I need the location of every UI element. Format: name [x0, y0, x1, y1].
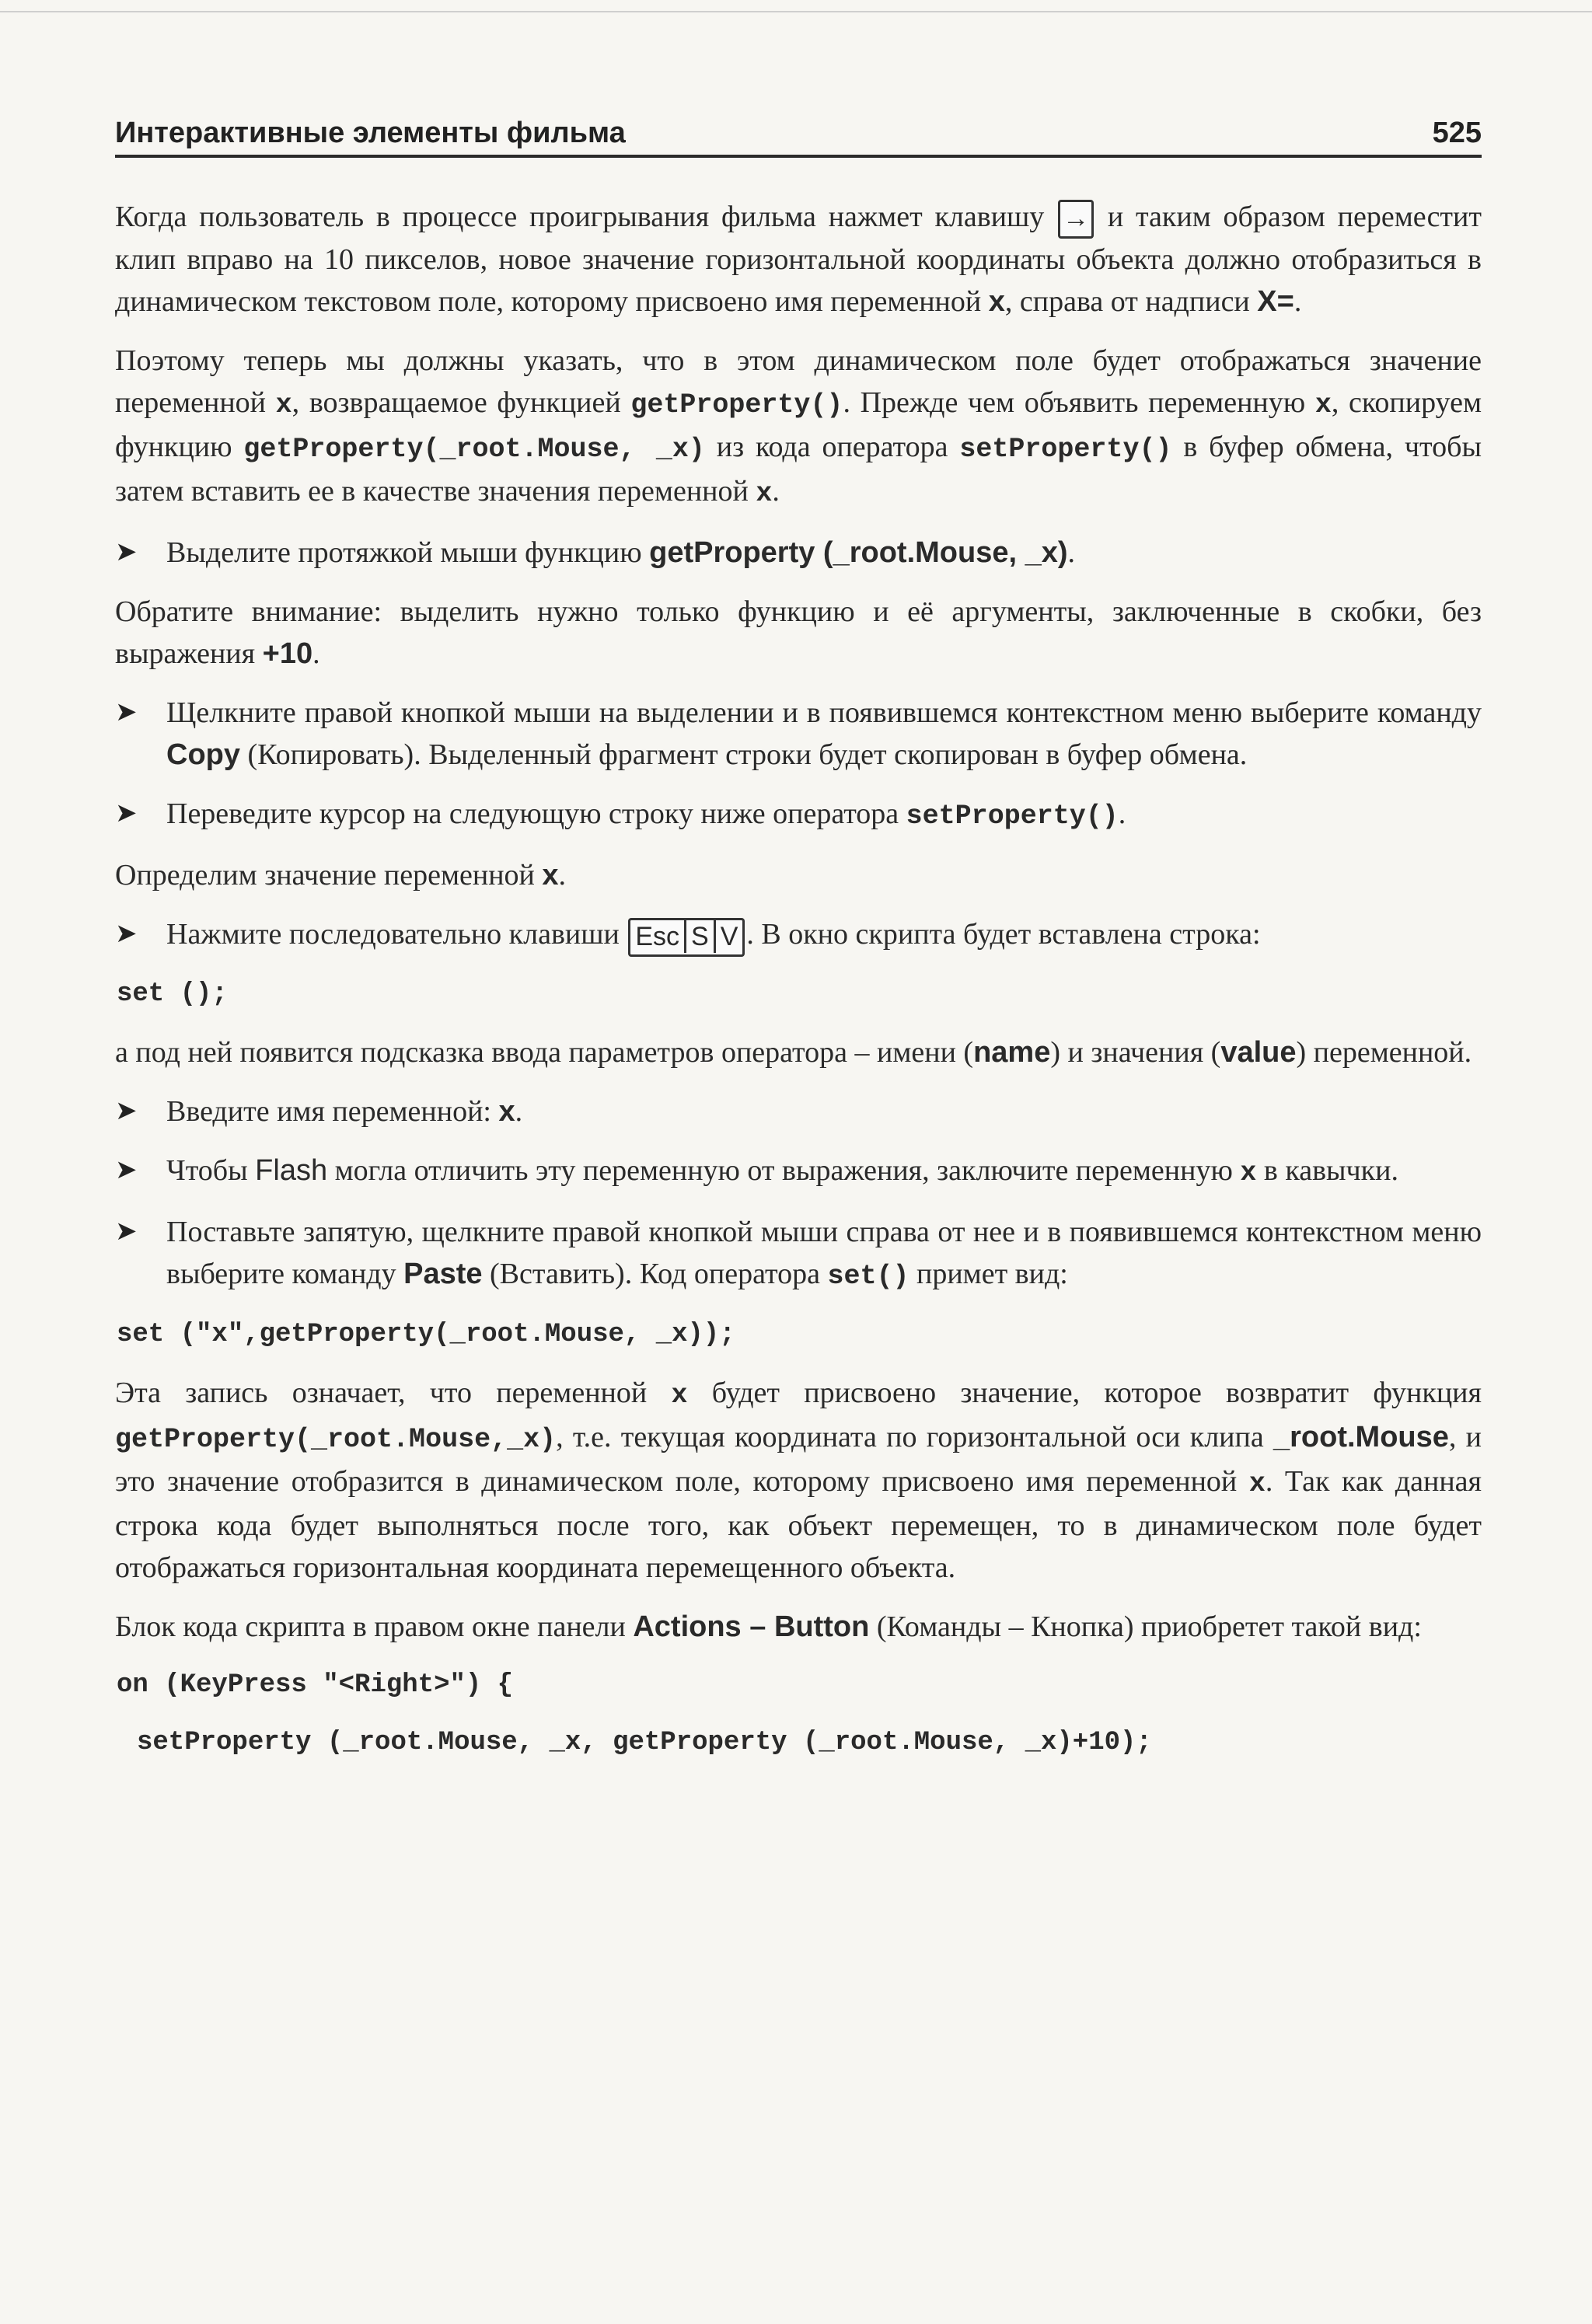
label-x-equals: X= [1257, 285, 1294, 319]
paragraph-6: Эта запись означает, что переменной x будет присвоено значение, которое возвратит функция getProperty(_root.Mouse,_x), т.е. текущая координата по горизонтальной оси клипа _root.Mouse, и это значение отобразится в динамическом поле, которому присвоено имя переменной x. Так как данная строка кода будет выполняться после того, как объект перемещен, то в динамическом поле будет отображаться горизонтальная координата перемещенного объекта. [115, 1376, 1482, 1584]
bullet-paste: ➤ Поставьте запятую, щелкните правой кнопкой мыши справа от нее и в появившемся контекстном меню выберите команду Paste (Вставить). Код оператора set() примет вид: [115, 1211, 1482, 1297]
bullet-arrow-icon: ➤ [115, 538, 138, 567]
bullet-arrow-icon: ➤ [115, 1096, 138, 1125]
page-number: 525 [1432, 117, 1482, 149]
paragraph-1: Когда пользователь в процессе проигрывания фильма нажмет клавишу → и таким образом переместит клип вправо на 10 пикселов, новое значение горизонтальной координаты объекта должно отобразиться в динамическом текстовом поле, которому присвоено имя переменной x, справа от надписи X=. [115, 201, 1482, 319]
variable-x: x [988, 285, 1005, 319]
scan-edge-line [0, 11, 1592, 12]
running-header [115, 117, 1482, 158]
right-arrow-key-icon: → [1058, 200, 1094, 239]
chapter-title: Интерактивные элементы фильма [115, 117, 626, 149]
page-body [115, 196, 1482, 1780]
code-on-keypress: on (KeyPress "<Right>") { [117, 1670, 514, 1700]
bullet-enter-name: ➤ Введите имя переменной: x. [115, 1090, 1482, 1132]
paragraph-7: Блок кода скрипта в правом окне панели Actions – Button (Команды – Кнопка) приобретет такой вид: [115, 1610, 1422, 1643]
bullet-quotes: ➤ Чтобы Flash могла отличить эту переменную от выражения, заключите переменную x в кавычки. [115, 1150, 1482, 1194]
keyboard-shortcut-icon: Esc S V [628, 918, 745, 957]
paragraph-2: Поэтому теперь мы должны указать, что в этом динамическом поле будет отображаться значение переменной x, возвращаемое функцией getProperty(). Прежде чем объявить переменную x, скопируем функцию getProperty(_root.Mouse, _x) из кода оператора setProperty() в буфер обмена, чтобы затем вставить ее в качестве значения переменной x. [115, 344, 1482, 510]
bullet-arrow-icon: ➤ [115, 799, 138, 829]
bullet-arrow-icon: ➤ [115, 1155, 138, 1185]
bullet-arrow-icon: ➤ [115, 698, 138, 728]
code-set-property-line: setProperty (_root.Mouse, _x, getProperty (_root.Mouse, _x)+10); [137, 1727, 1152, 1757]
bullet-arrow-icon: ➤ [115, 919, 138, 949]
code-set-with-property: set ("x",getProperty(_root.Mouse, _x)); [117, 1319, 735, 1349]
code-set-empty: set (); [117, 979, 228, 1009]
bullet-select-function: ➤ Выделите протяжкой мыши функцию getProperty (_root.Mouse, _x). [115, 532, 1482, 574]
paragraph-5: а под ней появится подсказка ввода параметров оператора – имени (name) и значения (value) переменной. [115, 1035, 1472, 1069]
bullet-move-cursor: ➤ Переведите курсор на следующую строку ниже оператора setProperty(). [115, 793, 1482, 837]
paragraph-3: Обратите внимание: выделить нужно только функцию и её аргументы, заключенные в скобки, без выражения +10. [115, 595, 1482, 671]
bullet-press-keys: ➤ Нажмите последовательно клавиши Esc S V . В окно скрипта будет вставлена строка: [115, 913, 1482, 956]
paragraph-4: Определим значение переменной x. [115, 859, 567, 892]
bullet-arrow-icon: ➤ [115, 1216, 138, 1246]
bullet-copy: ➤ Щелкните правой кнопкой мыши на выделении и в появившемся контекстном меню выберите команду Copy (Копировать). Выделенный фрагмент строки будет скопирован в буфер обмена. [115, 692, 1482, 776]
